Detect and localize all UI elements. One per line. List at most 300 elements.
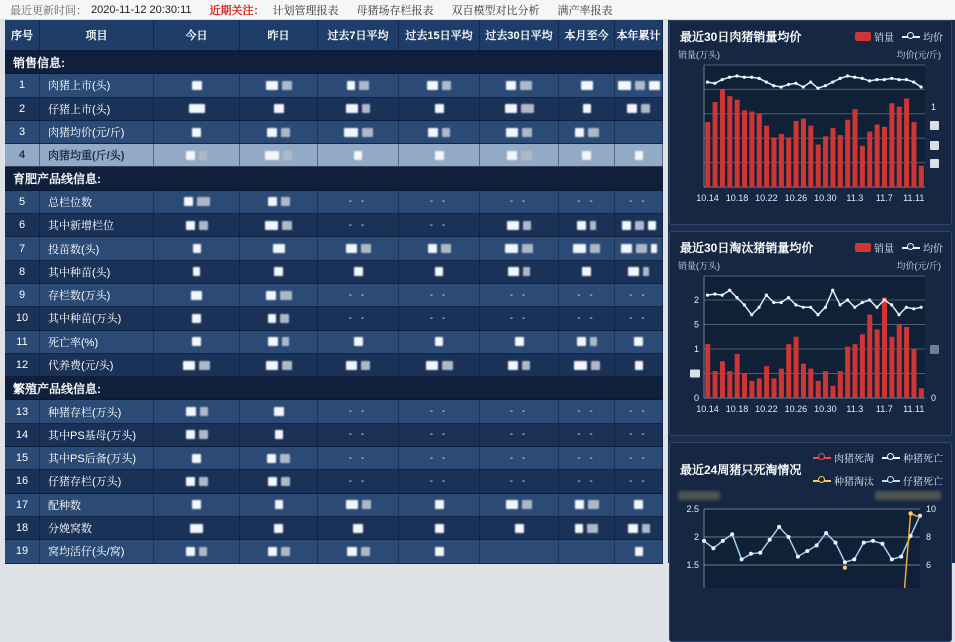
redacted-value: [273, 244, 285, 253]
value-cell: - -: [559, 191, 615, 213]
value-cell: [615, 354, 663, 376]
redacted-value: [582, 267, 591, 276]
row-label: 投苗数(头): [40, 237, 154, 259]
table-row[interactable]: [5, 214, 663, 237]
redacted-value: [435, 267, 443, 276]
svg-text:11.11: 11.11: [903, 193, 925, 203]
redacted-value: [435, 104, 444, 113]
redacted-value: [651, 244, 657, 253]
row-index: 18: [5, 517, 40, 539]
value-cell: [559, 331, 615, 353]
redacted-value: [199, 477, 208, 486]
redacted-value: [274, 104, 284, 113]
value-cell: - -: [559, 447, 615, 469]
redacted-value: [265, 221, 278, 230]
value-cell: [318, 331, 399, 353]
value-cell: [480, 214, 559, 236]
redacted-value: [426, 361, 438, 370]
redacted-value: [583, 104, 591, 113]
value-cell: - -: [399, 424, 480, 446]
value-cell: - -: [615, 307, 663, 329]
legend-label: 种猪淘汰: [834, 477, 874, 488]
redacted-value: [635, 221, 644, 230]
value-cell: [154, 494, 240, 516]
redacted-value: [362, 500, 371, 509]
redacted-value: [199, 361, 210, 370]
redacted-value: [361, 244, 371, 253]
redacted-value: [635, 151, 643, 160]
table-row[interactable]: [5, 261, 663, 284]
section-header-row: 繁殖产品线信息:: [5, 377, 663, 400]
redacted-value: [282, 337, 289, 346]
redacted-value: [362, 128, 373, 137]
redacted-value: [186, 407, 196, 416]
legend-item[interactable]: [902, 240, 943, 255]
legend-item[interactable]: [855, 29, 894, 44]
redacted-value: [590, 221, 596, 230]
value-cell: [240, 191, 318, 213]
value-cell: [480, 261, 559, 283]
value-cell: - -: [615, 447, 663, 469]
value-cell: - -: [399, 470, 480, 492]
redacted-value: [435, 547, 444, 556]
chart-svg: [670, 502, 951, 588]
value-cell: [559, 144, 615, 166]
svg-text:10.26: 10.26: [784, 404, 808, 414]
legend-line-marker: [813, 453, 831, 462]
column-header: 项目: [40, 20, 154, 50]
redacted-value: [344, 128, 358, 137]
value-cell: [318, 237, 399, 259]
value-cell: [615, 98, 663, 120]
svg-text:10.18: 10.18: [725, 404, 749, 414]
chart-card-cull-sales-price: [669, 231, 952, 436]
value-cell: - -: [480, 447, 559, 469]
value-cell: [240, 307, 318, 329]
redacted-value: [189, 104, 205, 113]
svg-text:11.7: 11.7: [875, 193, 893, 203]
legend-item[interactable]: [855, 240, 894, 255]
redacted-value: [634, 500, 643, 509]
value-cell: [559, 121, 615, 143]
legend-item[interactable]: [813, 473, 874, 488]
table-row[interactable]: [5, 354, 663, 377]
svg-text:8: 8: [926, 532, 932, 542]
value-cell: [240, 424, 318, 446]
legend-label: 肉猪死淘: [834, 454, 874, 465]
value-cell: [615, 214, 663, 236]
value-cell: [318, 494, 399, 516]
chart-plot: [670, 274, 951, 431]
value-cell: [559, 494, 615, 516]
row-label: 种猪存栏(万头): [40, 400, 154, 422]
value-cell: - -: [399, 284, 480, 306]
redacted-value: [520, 81, 532, 90]
row-label: 肉猪均重(斤/头): [40, 144, 154, 166]
redacted-value: [522, 244, 533, 253]
row-label: 代养费(元/头): [40, 354, 154, 376]
svg-text:10.14: 10.14: [696, 404, 719, 414]
svg-text:10.30: 10.30: [814, 404, 837, 414]
redacted-value: [588, 500, 599, 509]
value-cell: - -: [318, 447, 399, 469]
value-cell: - -: [615, 424, 663, 446]
legend-label: 仔猪死亡: [903, 477, 943, 488]
redacted-value: [505, 104, 517, 113]
topbar-link[interactable]: 母猪场存栏报表: [356, 4, 434, 17]
value-cell: [318, 261, 399, 283]
table-row[interactable]: [5, 540, 663, 563]
legend-item[interactable]: [882, 450, 943, 465]
redacted-value: [643, 267, 649, 276]
value-cell: [240, 540, 318, 562]
table-row[interactable]: [5, 307, 663, 330]
redacted-value: [442, 128, 450, 137]
updated-time-label: 最近更新时间：: [10, 4, 87, 17]
redacted-value: [428, 244, 437, 253]
redacted-value: [192, 454, 201, 463]
redacted-value: [428, 128, 438, 137]
svg-text:2: 2: [693, 532, 699, 542]
svg-text:10.26: 10.26: [784, 193, 808, 203]
redacted-value: [635, 547, 643, 556]
svg-text:10.22: 10.22: [755, 193, 778, 203]
row-index: 9: [5, 284, 40, 306]
redacted-value: [507, 151, 517, 160]
svg-text:2.5: 2.5: [686, 504, 699, 514]
redacted-value: [362, 104, 370, 113]
chart-title: 最近30日肉猪销量均价: [680, 30, 802, 44]
value-cell: - -: [318, 400, 399, 422]
table-row[interactable]: [5, 284, 663, 307]
redacted-value: [266, 361, 278, 370]
redacted-value: [281, 547, 290, 556]
redacted-value: [628, 267, 639, 276]
value-cell: [559, 261, 615, 283]
value-cell: - -: [318, 284, 399, 306]
redacted-value: [648, 221, 656, 230]
row-label: 其中种苗(万头): [40, 307, 154, 329]
redacted-value: [281, 197, 290, 206]
row-index: 4: [5, 144, 40, 166]
value-cell: [480, 331, 559, 353]
value-cell: [154, 121, 240, 143]
redacted-value: [591, 361, 600, 370]
redacted-value: [346, 500, 358, 509]
column-header: 本月至今: [559, 20, 615, 50]
legend-item[interactable]: [813, 450, 874, 465]
value-cell: - -: [399, 400, 480, 422]
value-cell: [615, 121, 663, 143]
value-cell: - -: [480, 400, 559, 422]
legend-label: 销量: [874, 244, 894, 255]
redacted-value: [200, 407, 208, 416]
value-cell: - -: [480, 307, 559, 329]
row-index: 12: [5, 354, 40, 376]
section-header-row: 销售信息:: [5, 51, 663, 74]
value-cell: [480, 144, 559, 166]
chart-svg: [670, 63, 951, 215]
value-cell: [240, 121, 318, 143]
value-cell: [240, 74, 318, 96]
chart-plot: [670, 63, 951, 220]
value-cell: [480, 494, 559, 516]
redacted-value: [575, 128, 584, 137]
value-cell: - -: [318, 307, 399, 329]
y-axis-right-label: 均价(元/斤): [896, 50, 941, 60]
redacted-value: [435, 337, 443, 346]
value-cell: [615, 494, 663, 516]
row-label: 肉猪均价(元/斤): [40, 121, 154, 143]
row-label: 存栏数(万头): [40, 284, 154, 306]
redacted-value: [506, 128, 518, 137]
value-cell: - -: [559, 470, 615, 492]
table-row[interactable]: [5, 494, 663, 517]
redacted-value: [628, 524, 638, 533]
redacted-value: [190, 524, 203, 533]
table-row[interactable]: [5, 237, 663, 260]
value-cell: [480, 540, 559, 562]
value-cell: [318, 354, 399, 376]
redacted-value: [192, 337, 201, 346]
redacted-value: [590, 337, 597, 346]
redacted-value: [267, 454, 276, 463]
svg-text:1.5: 1.5: [686, 560, 699, 570]
y-axis-right-label: 均价(元/斤): [896, 261, 941, 271]
chart-legend: [801, 450, 943, 488]
redacted-value: [506, 500, 518, 509]
legend-label: 均价: [923, 33, 943, 44]
value-cell: - -: [318, 470, 399, 492]
value-cell: [399, 354, 480, 376]
legend-line-marker: [902, 32, 920, 41]
table-row[interactable]: [5, 144, 663, 167]
redacted-value: [435, 524, 444, 533]
value-cell: - -: [318, 191, 399, 213]
redacted-value: [508, 361, 518, 370]
row-label: 其中PS基母(万头): [40, 424, 154, 446]
legend-label: 种猪死亡: [903, 454, 943, 465]
value-cell: [615, 540, 663, 562]
value-cell: [615, 261, 663, 283]
row-label: 分娩窝数: [40, 517, 154, 539]
redacted-value: [649, 81, 660, 90]
redacted-value: [274, 407, 284, 416]
table-row[interactable]: [5, 517, 663, 540]
row-index: 19: [5, 540, 40, 562]
redacted-value: [281, 128, 290, 137]
chart-title: 最近24周猪只死淘情况: [680, 462, 802, 477]
value-cell: - -: [318, 424, 399, 446]
y-axis-right-label-redacted: [875, 491, 941, 500]
value-cell: [240, 284, 318, 306]
legend-line-marker: [902, 243, 920, 252]
table-row[interactable]: [5, 470, 663, 493]
chart-title: 最近30日淘汰猪销量均价: [680, 241, 814, 255]
table-row[interactable]: [5, 331, 663, 354]
column-header: 过去15日平均: [399, 20, 480, 50]
redacted-value: [186, 430, 195, 439]
redacted-value: [621, 244, 632, 253]
redacted-value: [521, 104, 534, 113]
legend-line-marker: [882, 476, 900, 485]
redacted-value: [435, 151, 444, 160]
value-cell: [154, 191, 240, 213]
redacted-value: [346, 361, 357, 370]
recent-focus-label: 近期关注：: [209, 4, 265, 17]
topbar-link[interactable]: 双百模型对比分析: [451, 4, 540, 17]
redacted-value: [199, 430, 208, 439]
value-cell: [154, 307, 240, 329]
y-axis-left-label: 销量(万头): [678, 50, 720, 60]
value-cell: [480, 517, 559, 539]
redacted-value: [197, 197, 210, 206]
svg-text:11.7: 11.7: [875, 404, 893, 414]
row-index: 11: [5, 331, 40, 353]
value-cell: - -: [399, 214, 480, 236]
row-label: 其中PS后备(万头): [40, 447, 154, 469]
redacted-value: [353, 524, 363, 533]
value-cell: [559, 540, 615, 562]
row-index: 14: [5, 424, 40, 446]
redacted-value: [266, 81, 278, 90]
redacted-value: [577, 221, 586, 230]
row-index: 1: [5, 74, 40, 96]
row-index: 8: [5, 261, 40, 283]
svg-text:11.3: 11.3: [846, 193, 864, 203]
redacted-value: [575, 524, 583, 533]
legend-label: 均价: [923, 244, 943, 255]
row-label: 总栏位数: [40, 191, 154, 213]
redacted-value: [268, 314, 276, 323]
table-row[interactable]: [5, 74, 663, 97]
redacted-value: [191, 291, 202, 300]
value-cell: [154, 470, 240, 492]
redacted-value: [186, 547, 195, 556]
redacted-value: [268, 547, 277, 556]
redacted-value: [588, 128, 599, 137]
chart-card-weekly-deaths: [669, 442, 952, 642]
row-label: 仔猪上市(头): [40, 98, 154, 120]
redacted-value: [359, 81, 369, 90]
redacted-value: [346, 244, 357, 253]
value-cell: [559, 74, 615, 96]
value-cell: - -: [480, 191, 559, 213]
redacted-value: [642, 524, 650, 533]
redacted-value: [577, 337, 586, 346]
value-cell: [399, 98, 480, 120]
table-row[interactable]: [5, 121, 663, 144]
value-cell: [399, 121, 480, 143]
value-cell: - -: [399, 307, 480, 329]
value-cell: [399, 331, 480, 353]
svg-text:10.30: 10.30: [814, 193, 837, 203]
value-cell: [399, 517, 480, 539]
value-cell: - -: [480, 284, 559, 306]
chart-card-pork-sales-price: [669, 20, 952, 225]
value-cell: [240, 494, 318, 516]
value-cell: [154, 261, 240, 283]
redacted-value: [347, 547, 357, 556]
legend-item[interactable]: [902, 29, 943, 44]
charts-panel: [668, 20, 955, 570]
redacted-value: [275, 500, 283, 509]
redacted-value: [282, 81, 292, 90]
legend-bar-swatch: [855, 243, 871, 252]
value-cell: [615, 144, 663, 166]
column-header: 过去7日平均: [318, 20, 399, 50]
redacted-value: [186, 221, 195, 230]
value-cell: [318, 517, 399, 539]
value-cell: - -: [318, 214, 399, 236]
value-cell: [154, 447, 240, 469]
redacted-value: [505, 244, 518, 253]
value-cell: [240, 214, 318, 236]
value-cell: - -: [559, 307, 615, 329]
legend-label: 销量: [874, 33, 894, 44]
row-index: 10: [5, 307, 40, 329]
legend-item[interactable]: [882, 473, 943, 488]
redacted-value: [641, 104, 650, 113]
topbar-links: [273, 2, 631, 18]
row-index: 5: [5, 191, 40, 213]
redacted-value: [280, 454, 290, 463]
section-header-row: 育肥产品线信息:: [5, 167, 663, 190]
redacted-value: [575, 500, 584, 509]
table-row[interactable]: [5, 447, 663, 470]
topbar-link[interactable]: 计划管理报表: [272, 4, 339, 17]
table-row[interactable]: [5, 98, 663, 121]
value-cell: [480, 237, 559, 259]
value-cell: [240, 354, 318, 376]
redacted-value: [507, 221, 519, 230]
value-cell: [318, 98, 399, 120]
value-cell: - -: [615, 191, 663, 213]
row-index: 3: [5, 121, 40, 143]
table-row[interactable]: [5, 400, 663, 423]
redacted-value: [523, 221, 531, 230]
table-row[interactable]: [5, 424, 663, 447]
table-row[interactable]: [5, 191, 663, 214]
redacted-value: [354, 151, 362, 160]
topbar-link[interactable]: 满产率报表: [557, 4, 613, 17]
value-cell: [615, 517, 663, 539]
value-cell: - -: [480, 470, 559, 492]
row-index: 6: [5, 214, 40, 236]
value-cell: [154, 98, 240, 120]
redacted-value: [275, 430, 283, 439]
value-cell: - -: [559, 400, 615, 422]
value-cell: [154, 144, 240, 166]
redacted-value: [581, 81, 593, 90]
row-label: 仔猪存栏(万头): [40, 470, 154, 492]
value-cell: [154, 540, 240, 562]
value-cell: - -: [559, 284, 615, 306]
redacted-value: [199, 547, 207, 556]
value-cell: [480, 354, 559, 376]
redacted-value: [587, 524, 598, 533]
value-cell: [154, 354, 240, 376]
value-cell: [318, 144, 399, 166]
svg-text:10.22: 10.22: [755, 404, 778, 414]
redacted-value: [515, 524, 524, 533]
value-cell: [154, 237, 240, 259]
svg-text:11.11: 11.11: [903, 404, 925, 414]
redacted-value: [266, 291, 276, 300]
redacted-value: [184, 197, 193, 206]
value-cell: [399, 494, 480, 516]
value-cell: [318, 74, 399, 96]
